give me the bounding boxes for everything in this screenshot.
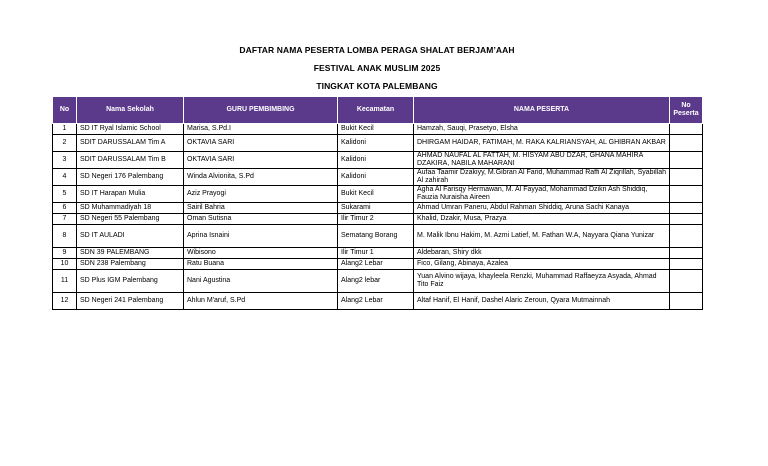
cell-no: 9 bbox=[53, 248, 77, 259]
participants-table bbox=[52, 96, 703, 310]
cell-participants: Ahmad Umran Paneru, Abdul Rahman Shiddiq, Aruna Sachi Kanaya bbox=[414, 203, 670, 214]
table-row bbox=[53, 248, 703, 259]
column-header-participant-no: No Peserta bbox=[670, 97, 703, 124]
document-subtitle: FESTIVAL ANAK MUSLIM 2025 bbox=[313, 63, 441, 73]
table-body bbox=[53, 124, 703, 310]
cell-participants: M. Malik Ibnu Hakim, M. Azmi Latief, M. Fathan W.A, Nayyara Qiana Yunizar bbox=[414, 225, 670, 248]
cell-participants: AHMAD NAUFAL AL FATTAH, M. HISYAM ABU DZAR, GHANA MAHIRA DZAKIRA, NABILA MAHARANI bbox=[414, 152, 670, 169]
cell-school: SDN 39 PALEMBANG bbox=[77, 248, 184, 259]
cell-participant-no bbox=[670, 248, 703, 259]
cell-district: Ilir Timur 2 bbox=[338, 214, 414, 225]
cell-participants: Agha Al Farisqy Hermawan, M. Al Fayyad, Mohammad Dzikri Ash Shiddiq, Fauzia Nuraisha Aireen bbox=[414, 186, 670, 203]
cell-no: 6 bbox=[53, 203, 77, 214]
document-titles bbox=[52, 44, 702, 98]
table-row bbox=[53, 225, 703, 248]
cell-no: 4 bbox=[53, 169, 77, 186]
document-title: DAFTAR NAMA PESERTA LOMBA PERAGA SHALAT BERJAM’AAH bbox=[239, 45, 515, 55]
cell-no: 1 bbox=[53, 124, 77, 135]
cell-district: Alang2 Lebar bbox=[338, 259, 414, 270]
cell-mentor: Ahlun M'aruf, S.Pd bbox=[184, 293, 338, 310]
cell-no: 10 bbox=[53, 259, 77, 270]
table-row bbox=[53, 270, 703, 293]
cell-school: SDIT DARUSSALAM Tim A bbox=[77, 135, 184, 152]
cell-participants: Altaf Hanif, El Hanif, Dashel Alaric Zeroun, Qyara Mutmainnah bbox=[414, 293, 670, 310]
cell-mentor: Sairil Bahria bbox=[184, 203, 338, 214]
cell-participant-no bbox=[670, 259, 703, 270]
cell-participant-no bbox=[670, 169, 703, 186]
cell-participants: Khalid, Dzakir, Musa, Prazya bbox=[414, 214, 670, 225]
table-header-row bbox=[53, 97, 703, 124]
cell-participant-no bbox=[670, 293, 703, 310]
cell-district: Kalidoni bbox=[338, 169, 414, 186]
cell-school: SD Negeri 55 Palembang bbox=[77, 214, 184, 225]
cell-participants: Aldebaran, Shiry dkk bbox=[414, 248, 670, 259]
cell-no: 3 bbox=[53, 152, 77, 169]
column-header-no: No bbox=[53, 97, 77, 124]
column-header-district: Kecamatan bbox=[338, 97, 414, 124]
table-row bbox=[53, 186, 703, 203]
table-row bbox=[53, 169, 703, 186]
cell-school: SDIT DARUSSALAM Tim B bbox=[77, 152, 184, 169]
cell-participant-no bbox=[670, 214, 703, 225]
cell-participant-no bbox=[670, 270, 703, 293]
cell-school: SDN 238 Palembang bbox=[77, 259, 184, 270]
cell-school: SD Negeri 176 Palembang bbox=[77, 169, 184, 186]
cell-mentor: Nani Agustina bbox=[184, 270, 338, 293]
table-row bbox=[53, 214, 703, 225]
cell-mentor: Aziz Prayogi bbox=[184, 186, 338, 203]
cell-school: SD Muhammadiyah 18 bbox=[77, 203, 184, 214]
cell-district: Sematang Borang bbox=[338, 225, 414, 248]
cell-participants: Fico, Gilang, Abinaya, Azalea bbox=[414, 259, 670, 270]
cell-district: Kalidoni bbox=[338, 152, 414, 169]
cell-district: Bukit Kecil bbox=[338, 186, 414, 203]
cell-mentor: Ratu Buana bbox=[184, 259, 338, 270]
table-row bbox=[53, 293, 703, 310]
cell-school: SD IT Harapan Mulia bbox=[77, 186, 184, 203]
cell-participant-no bbox=[670, 152, 703, 169]
cell-participant-no bbox=[670, 225, 703, 248]
table-row bbox=[53, 124, 703, 135]
cell-participant-no bbox=[670, 203, 703, 214]
table-row bbox=[53, 203, 703, 214]
cell-mentor: OKTAVIA SARI bbox=[184, 152, 338, 169]
cell-participants: Yuan Alvino wijaya, khayleela Renzki, Muhammad Raffaeyza Asyada, Ahmad Tito Faiz bbox=[414, 270, 670, 293]
document-level: TINGKAT KOTA PALEMBANG bbox=[316, 81, 438, 91]
cell-no: 5 bbox=[53, 186, 77, 203]
cell-school: SD Negeri 241 Palembang bbox=[77, 293, 184, 310]
cell-district: Kalidoni bbox=[338, 135, 414, 152]
cell-participant-no bbox=[670, 135, 703, 152]
cell-school: SD IT AULADI bbox=[77, 225, 184, 248]
cell-participants: DHIRGAM HAIDAR, FATIMAH, M. RAKA KALRIANSYAH, AL GHIBRAN AKBAR bbox=[414, 135, 670, 152]
cell-participants: Aufaa Taamir Dzakiyy, M.Gibran Al Farid, Muhammad Raffi Al Ziqrillah, Syabillah Al zahirah bbox=[414, 169, 670, 186]
column-header-mentor: GURU PEMBIMBING bbox=[184, 97, 338, 124]
cell-district: Sukarami bbox=[338, 203, 414, 214]
table-row bbox=[53, 135, 703, 152]
cell-district: Bukit Kecil bbox=[338, 124, 414, 135]
cell-district: Alang2 lebar bbox=[338, 270, 414, 293]
cell-no: 8 bbox=[53, 225, 77, 248]
column-header-school: Nama Sekolah bbox=[77, 97, 184, 124]
cell-mentor: Wibisono bbox=[184, 248, 338, 259]
cell-participant-no bbox=[670, 124, 703, 135]
cell-participants: Hamzah, Sauqi, Prasetyo, Elsha bbox=[414, 124, 670, 135]
cell-mentor: OKTAVIA SARI bbox=[184, 135, 338, 152]
cell-district: Alang2 Lebar bbox=[338, 293, 414, 310]
cell-mentor: Winda Alvionita, S.Pd bbox=[184, 169, 338, 186]
column-header-participants: NAMA PESERTA bbox=[414, 97, 670, 124]
cell-no: 12 bbox=[53, 293, 77, 310]
cell-participant-no bbox=[670, 186, 703, 203]
cell-school: SD Plus IGM Palembang bbox=[77, 270, 184, 293]
cell-no: 7 bbox=[53, 214, 77, 225]
cell-no: 11 bbox=[53, 270, 77, 293]
cell-mentor: Aprina Isnaini bbox=[184, 225, 338, 248]
cell-mentor: Oman Sutisna bbox=[184, 214, 338, 225]
cell-district: Ilir Timur 1 bbox=[338, 248, 414, 259]
cell-school: SD IT Ryal Islamic School bbox=[77, 124, 184, 135]
table-row bbox=[53, 152, 703, 169]
cell-mentor: Marisa, S.Pd.I bbox=[184, 124, 338, 135]
table-row bbox=[53, 259, 703, 270]
cell-no: 2 bbox=[53, 135, 77, 152]
